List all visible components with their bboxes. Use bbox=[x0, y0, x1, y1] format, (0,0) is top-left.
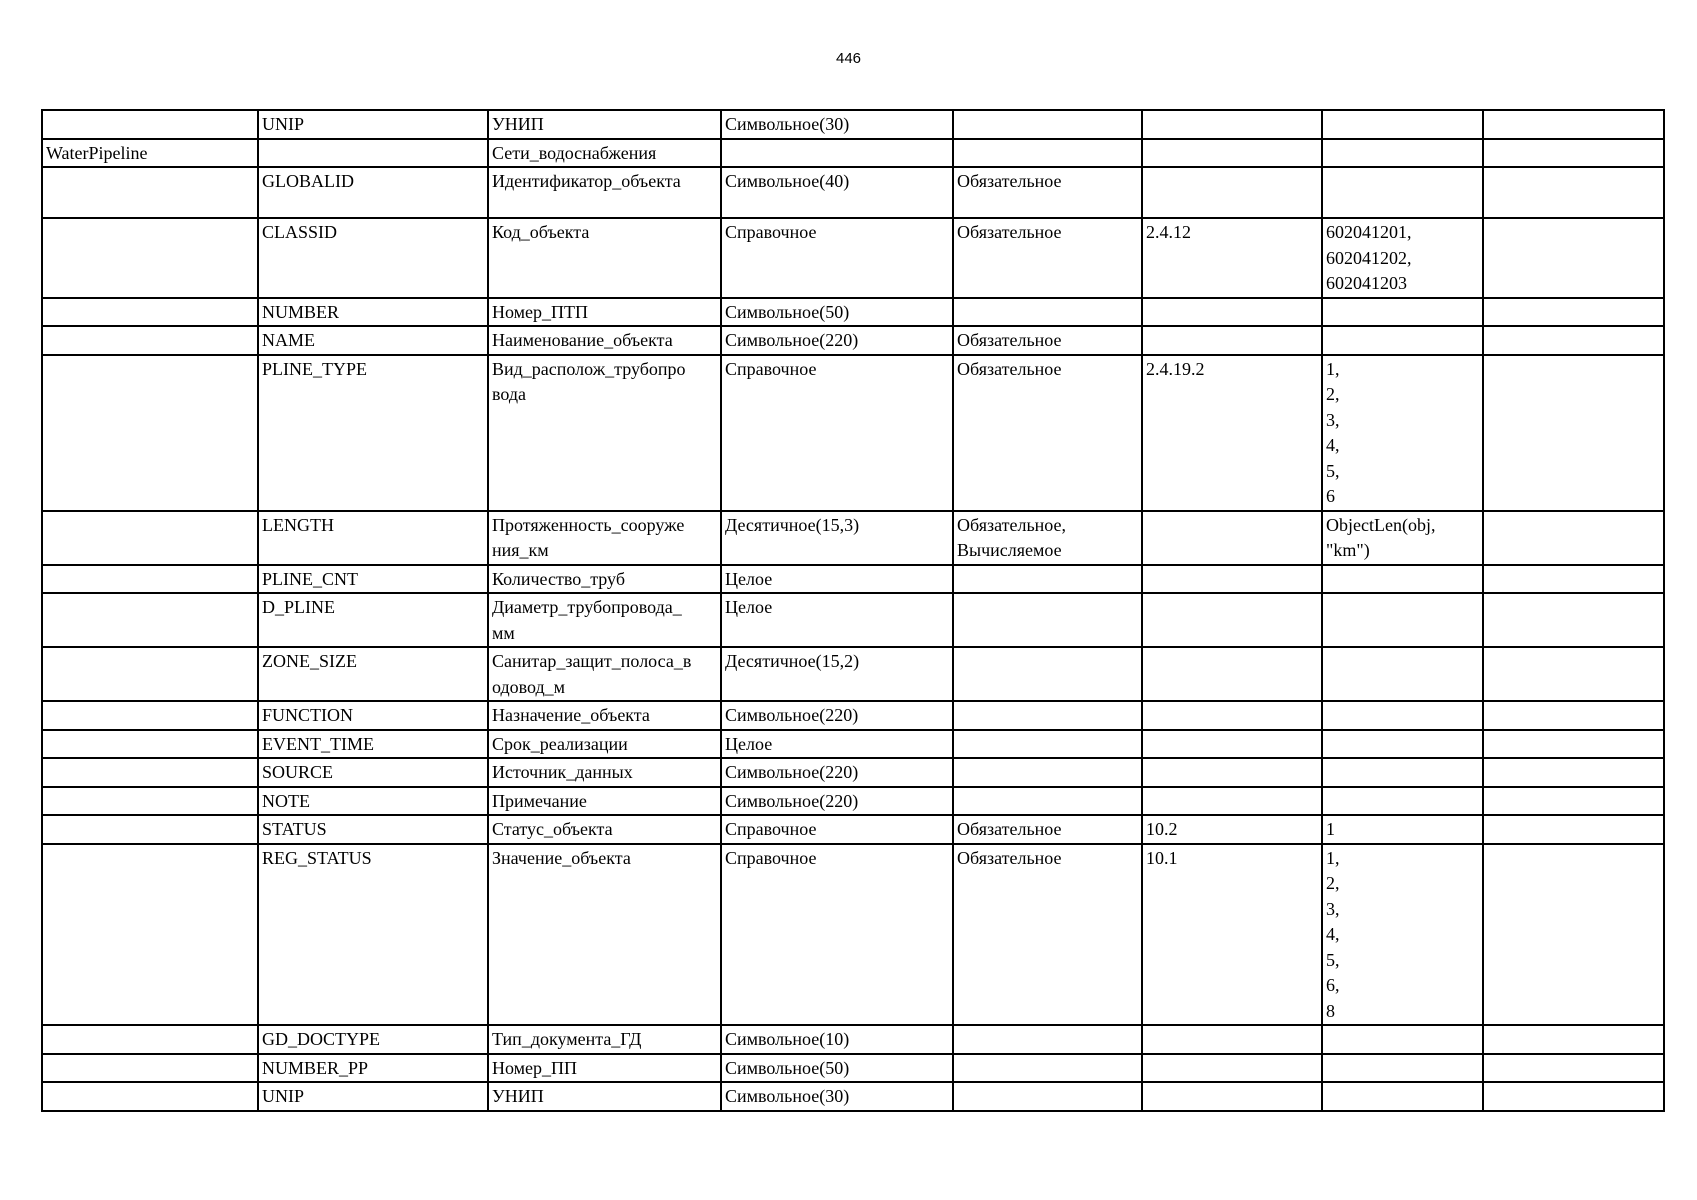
table-row bbox=[42, 355, 1664, 511]
field-alias-cell: Идентификатор_объекта bbox=[488, 167, 721, 218]
field-name-cell: FUNCTION bbox=[258, 701, 488, 730]
table-row bbox=[42, 647, 1664, 701]
layer-name-cell bbox=[42, 1025, 258, 1054]
note-cell bbox=[1483, 787, 1664, 816]
allowed-values-cell bbox=[1322, 298, 1483, 327]
allowed-values-cell bbox=[1322, 326, 1483, 355]
layer-name-cell bbox=[42, 647, 258, 701]
reference-cell bbox=[1142, 1054, 1322, 1083]
allowed-values-cell bbox=[1322, 787, 1483, 816]
allowed-values-cell bbox=[1322, 758, 1483, 787]
layer-name-cell bbox=[42, 218, 258, 298]
allowed-values-cell: 1, 2, 3, 4, 5, 6 bbox=[1322, 355, 1483, 511]
table-row bbox=[42, 218, 1664, 298]
layer-name-cell bbox=[42, 758, 258, 787]
layer-name-cell bbox=[42, 110, 258, 139]
layer-name-cell bbox=[42, 730, 258, 759]
table-row bbox=[42, 730, 1664, 759]
layer-name-cell bbox=[42, 511, 258, 565]
requirement-cell: Обязательное, Вычисляемое bbox=[953, 511, 1142, 565]
layer-name-cell bbox=[42, 355, 258, 511]
reference-cell bbox=[1142, 298, 1322, 327]
note-cell bbox=[1483, 815, 1664, 844]
field-alias-cell: Источник_данных bbox=[488, 758, 721, 787]
field-alias-cell: Значение_объекта bbox=[488, 844, 721, 1026]
reference-cell bbox=[1142, 1082, 1322, 1111]
field-name-cell: CLASSID bbox=[258, 218, 488, 298]
requirement-cell bbox=[953, 647, 1142, 701]
allowed-values-cell: 1 bbox=[1322, 815, 1483, 844]
layer-name-cell bbox=[42, 298, 258, 327]
requirement-cell bbox=[953, 758, 1142, 787]
reference-cell bbox=[1142, 647, 1322, 701]
requirement-cell bbox=[953, 110, 1142, 139]
table-row bbox=[42, 565, 1664, 594]
reference-cell bbox=[1142, 593, 1322, 647]
requirement-cell: Обязательное bbox=[953, 815, 1142, 844]
layer-name-cell bbox=[42, 701, 258, 730]
table-row bbox=[42, 593, 1664, 647]
field-alias-cell: Номер_ПП bbox=[488, 1054, 721, 1083]
allowed-values-cell bbox=[1322, 1082, 1483, 1111]
requirement-cell: Обязательное bbox=[953, 355, 1142, 511]
reference-cell: 2.4.12 bbox=[1142, 218, 1322, 298]
data-type-cell: Целое bbox=[721, 565, 953, 594]
reference-cell bbox=[1142, 787, 1322, 816]
data-type-cell: Справочное bbox=[721, 355, 953, 511]
data-type-cell: Символьное(220) bbox=[721, 326, 953, 355]
data-type-cell: Символьное(220) bbox=[721, 701, 953, 730]
note-cell bbox=[1483, 1082, 1664, 1111]
data-type-cell: Целое bbox=[721, 730, 953, 759]
reference-cell bbox=[1142, 110, 1322, 139]
data-type-cell: Целое bbox=[721, 593, 953, 647]
requirement-cell: Обязательное bbox=[953, 326, 1142, 355]
data-type-cell: Символьное(40) bbox=[721, 167, 953, 218]
field-alias-cell: Количество_труб bbox=[488, 565, 721, 594]
field-name-cell: SOURCE bbox=[258, 758, 488, 787]
table-row bbox=[42, 1054, 1664, 1083]
field-name-cell: UNIP bbox=[258, 110, 488, 139]
layer-name-cell bbox=[42, 844, 258, 1026]
field-name-cell: PLINE_CNT bbox=[258, 565, 488, 594]
reference-cell bbox=[1142, 167, 1322, 218]
layer-name-cell bbox=[42, 565, 258, 594]
table-row bbox=[42, 815, 1664, 844]
data-type-cell: Десятичное(15,2) bbox=[721, 647, 953, 701]
requirement-cell bbox=[953, 298, 1142, 327]
allowed-values-cell bbox=[1322, 110, 1483, 139]
page-number: 446 bbox=[835, 50, 862, 67]
layer-name-cell bbox=[42, 326, 258, 355]
field-name-cell bbox=[258, 139, 488, 168]
reference-cell bbox=[1142, 758, 1322, 787]
field-alias-cell: УНИП bbox=[488, 110, 721, 139]
field-alias-cell: Тип_документа_ГД bbox=[488, 1025, 721, 1054]
note-cell bbox=[1483, 139, 1664, 168]
requirement-cell bbox=[953, 787, 1142, 816]
table-row bbox=[42, 844, 1664, 1026]
attribute-table-body bbox=[42, 110, 1664, 1111]
table-row bbox=[42, 511, 1664, 565]
requirement-cell bbox=[953, 593, 1142, 647]
field-alias-cell: Срок_реализации bbox=[488, 730, 721, 759]
field-name-cell: ZONE_SIZE bbox=[258, 647, 488, 701]
field-alias-cell: Назначение_объекта bbox=[488, 701, 721, 730]
allowed-values-cell bbox=[1322, 1025, 1483, 1054]
field-name-cell: GD_DOCTYPE bbox=[258, 1025, 488, 1054]
requirement-cell bbox=[953, 1082, 1142, 1111]
field-name-cell: D_PLINE bbox=[258, 593, 488, 647]
layer-name-cell bbox=[42, 593, 258, 647]
reference-cell bbox=[1142, 565, 1322, 594]
note-cell bbox=[1483, 355, 1664, 511]
data-type-cell: Справочное bbox=[721, 218, 953, 298]
layer-name-cell: WaterPipeline bbox=[42, 139, 258, 168]
note-cell bbox=[1483, 730, 1664, 759]
data-type-cell: Символьное(50) bbox=[721, 298, 953, 327]
field-name-cell: NUMBER_PP bbox=[258, 1054, 488, 1083]
table-row bbox=[42, 758, 1664, 787]
allowed-values-cell: 1, 2, 3, 4, 5, 6, 8 bbox=[1322, 844, 1483, 1026]
data-type-cell: Символьное(30) bbox=[721, 110, 953, 139]
table-row bbox=[42, 167, 1664, 218]
field-name-cell: LENGTH bbox=[258, 511, 488, 565]
field-name-cell: GLOBALID bbox=[258, 167, 488, 218]
table-row bbox=[42, 787, 1664, 816]
reference-cell: 10.2 bbox=[1142, 815, 1322, 844]
allowed-values-cell bbox=[1322, 139, 1483, 168]
requirement-cell: Обязательное bbox=[953, 218, 1142, 298]
table-row bbox=[42, 326, 1664, 355]
reference-cell: 2.4.19.2 bbox=[1142, 355, 1322, 511]
layer-name-cell bbox=[42, 815, 258, 844]
note-cell bbox=[1483, 844, 1664, 1026]
data-type-cell: Десятичное(15,3) bbox=[721, 511, 953, 565]
requirement-cell: Обязательное bbox=[953, 844, 1142, 1026]
table-row bbox=[42, 1025, 1664, 1054]
note-cell bbox=[1483, 326, 1664, 355]
requirement-cell: Обязательное bbox=[953, 167, 1142, 218]
data-type-cell: Символьное(50) bbox=[721, 1054, 953, 1083]
field-alias-cell: Сети_водоснабжения bbox=[488, 139, 721, 168]
reference-cell bbox=[1142, 1025, 1322, 1054]
allowed-values-cell bbox=[1322, 1054, 1483, 1083]
table-row bbox=[42, 1082, 1664, 1111]
note-cell bbox=[1483, 218, 1664, 298]
data-type-cell: Справочное bbox=[721, 844, 953, 1026]
allowed-values-cell: 602041201, 602041202, 602041203 bbox=[1322, 218, 1483, 298]
note-cell bbox=[1483, 565, 1664, 594]
allowed-values-cell: ObjectLen(obj, "km") bbox=[1322, 511, 1483, 565]
field-alias-cell: Статус_объекта bbox=[488, 815, 721, 844]
field-alias-cell: Наименование_объекта bbox=[488, 326, 721, 355]
requirement-cell bbox=[953, 701, 1142, 730]
field-alias-cell: Номер_ПТП bbox=[488, 298, 721, 327]
note-cell bbox=[1483, 701, 1664, 730]
table-row bbox=[42, 701, 1664, 730]
field-alias-cell: УНИП bbox=[488, 1082, 721, 1111]
note-cell bbox=[1483, 1054, 1664, 1083]
requirement-cell bbox=[953, 1054, 1142, 1083]
allowed-values-cell bbox=[1322, 730, 1483, 759]
layer-name-cell bbox=[42, 1082, 258, 1111]
data-type-cell bbox=[721, 139, 953, 168]
reference-cell bbox=[1142, 511, 1322, 565]
allowed-values-cell bbox=[1322, 167, 1483, 218]
field-alias-cell: Примечание bbox=[488, 787, 721, 816]
table-row bbox=[42, 139, 1664, 168]
table-row bbox=[42, 298, 1664, 327]
field-alias-cell: Вид_располож_трубопро вода bbox=[488, 355, 721, 511]
reference-cell bbox=[1142, 326, 1322, 355]
requirement-cell bbox=[953, 730, 1142, 759]
field-name-cell: NAME bbox=[258, 326, 488, 355]
note-cell bbox=[1483, 593, 1664, 647]
reference-cell bbox=[1142, 701, 1322, 730]
field-name-cell: NUMBER bbox=[258, 298, 488, 327]
reference-cell: 10.1 bbox=[1142, 844, 1322, 1026]
note-cell bbox=[1483, 647, 1664, 701]
requirement-cell bbox=[953, 1025, 1142, 1054]
attribute-table bbox=[41, 109, 1665, 1112]
note-cell bbox=[1483, 298, 1664, 327]
data-type-cell: Символьное(30) bbox=[721, 1082, 953, 1111]
data-type-cell: Символьное(10) bbox=[721, 1025, 953, 1054]
allowed-values-cell bbox=[1322, 593, 1483, 647]
field-name-cell: STATUS bbox=[258, 815, 488, 844]
field-alias-cell: Санитар_защит_полоса_в одовод_м bbox=[488, 647, 721, 701]
field-name-cell: UNIP bbox=[258, 1082, 488, 1111]
field-name-cell: EVENT_TIME bbox=[258, 730, 488, 759]
allowed-values-cell bbox=[1322, 647, 1483, 701]
requirement-cell bbox=[953, 139, 1142, 168]
reference-cell bbox=[1142, 730, 1322, 759]
data-type-cell: Справочное bbox=[721, 815, 953, 844]
field-alias-cell: Код_объекта bbox=[488, 218, 721, 298]
note-cell bbox=[1483, 511, 1664, 565]
note-cell bbox=[1483, 167, 1664, 218]
field-alias-cell: Протяженность_сооруже ния_км bbox=[488, 511, 721, 565]
layer-name-cell bbox=[42, 787, 258, 816]
data-type-cell: Символьное(220) bbox=[721, 758, 953, 787]
note-cell bbox=[1483, 110, 1664, 139]
note-cell bbox=[1483, 1025, 1664, 1054]
field-alias-cell: Диаметр_трубопровода_ мм bbox=[488, 593, 721, 647]
requirement-cell bbox=[953, 565, 1142, 594]
note-cell bbox=[1483, 758, 1664, 787]
table-row bbox=[42, 110, 1664, 139]
allowed-values-cell bbox=[1322, 701, 1483, 730]
layer-name-cell bbox=[42, 167, 258, 218]
allowed-values-cell bbox=[1322, 565, 1483, 594]
reference-cell bbox=[1142, 139, 1322, 168]
data-type-cell: Символьное(220) bbox=[721, 787, 953, 816]
field-name-cell: PLINE_TYPE bbox=[258, 355, 488, 511]
layer-name-cell bbox=[42, 1054, 258, 1083]
field-name-cell: NOTE bbox=[258, 787, 488, 816]
field-name-cell: REG_STATUS bbox=[258, 844, 488, 1026]
